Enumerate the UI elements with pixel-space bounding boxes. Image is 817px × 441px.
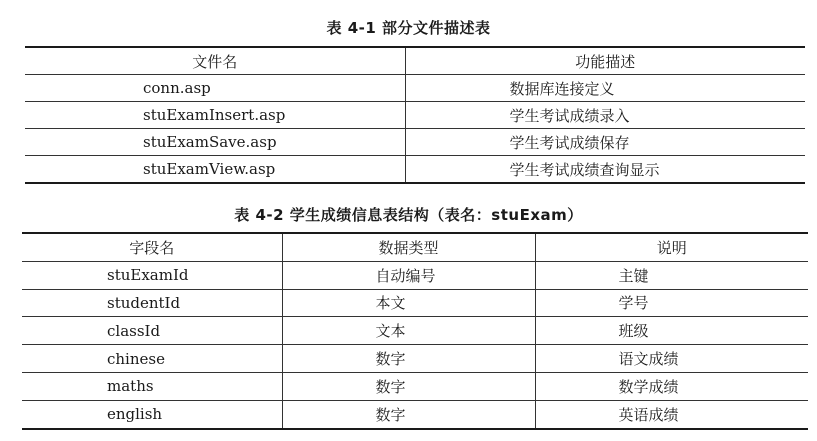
file-description-table	[25, 46, 805, 184]
description-cell: 主键	[535, 261, 808, 289]
file-name-cell: conn.asp	[25, 75, 405, 102]
description-cell: 学生考试成绩录入	[405, 102, 805, 129]
field-name-cell: english	[22, 400, 282, 428]
table-4-2-caption: 表 4-2 学生成绩信息表结构（表名：stuExam）	[234, 206, 583, 224]
table-row	[22, 317, 808, 345]
header-file-name: 文件名	[25, 47, 405, 75]
data-type-cell: 自动编号	[282, 261, 535, 289]
data-type-cell: 数字	[282, 400, 535, 428]
table-row	[25, 129, 805, 156]
field-name-cell: maths	[22, 372, 282, 400]
header-description: 说明	[656, 238, 687, 257]
table-row	[22, 261, 808, 289]
field-name-cell: chinese	[22, 345, 282, 373]
file-name-cell: stuExamInsert.asp	[25, 102, 405, 129]
description-cell: 英语成绩	[535, 400, 808, 428]
data-type-cell: 数字	[282, 372, 535, 400]
description-cell: 学生考试成绩查询显示	[405, 156, 805, 184]
table-row	[25, 102, 805, 129]
table-row	[22, 289, 808, 317]
header-field-name: 字段名	[22, 233, 282, 261]
header-data-type: 数据类型	[282, 233, 535, 261]
field-name-cell: classId	[22, 317, 282, 345]
table-row	[22, 400, 808, 428]
table-row	[25, 75, 805, 102]
table-4-1-caption: 表 4-1 部分文件描述表	[326, 19, 491, 37]
data-type-cell: 文本	[282, 317, 535, 345]
field-name-cell: studentId	[22, 289, 282, 317]
description-cell: 数据库连接定义	[405, 75, 805, 102]
description-cell: 学生考试成绩保存	[405, 129, 805, 156]
table-row	[25, 156, 805, 184]
header-function-description: 功能描述	[575, 52, 636, 71]
table-row	[22, 345, 808, 373]
data-type-cell: 本文	[282, 289, 535, 317]
table-header-row	[25, 47, 805, 75]
description-cell: 学号	[535, 289, 808, 317]
description-cell: 语文成绩	[535, 345, 808, 373]
description-cell: 班级	[535, 317, 808, 345]
description-cell: 数学成绩	[535, 372, 808, 400]
field-name-cell: stuExamId	[22, 261, 282, 289]
file-name-cell: stuExamView.asp	[25, 156, 405, 184]
table-header-row	[22, 233, 808, 261]
student-score-structure-table	[22, 232, 808, 430]
table-row	[22, 372, 808, 400]
data-type-cell: 数字	[282, 345, 535, 373]
file-name-cell: stuExamSave.asp	[25, 129, 405, 156]
